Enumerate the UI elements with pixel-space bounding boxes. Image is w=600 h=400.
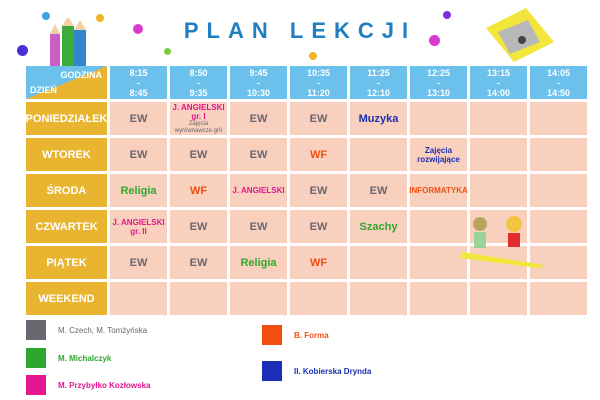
- hour-header: [530, 66, 587, 99]
- lesson-cell: [230, 102, 287, 135]
- hour-separator: -: [257, 77, 260, 88]
- lesson-cell: [530, 174, 587, 207]
- schedule-table: [26, 66, 590, 318]
- lesson-cell: [350, 102, 407, 135]
- lesson-name: WF: [309, 148, 328, 161]
- legend-swatch: [26, 348, 46, 368]
- hour-separator: -: [437, 77, 440, 88]
- lesson-cell: [110, 174, 167, 207]
- hour-start: 8:50: [189, 67, 208, 78]
- hour-separator: -: [377, 77, 380, 88]
- day-label: PIĄTEK: [26, 246, 107, 279]
- lesson-name: EW: [189, 220, 208, 233]
- legend-label: II. Kobierska Drynda: [294, 366, 372, 376]
- lesson-cell: [350, 246, 407, 279]
- table-row: [26, 102, 590, 135]
- hour-separator: -: [557, 77, 560, 88]
- page-title: PLAN LEKCJI: [183, 18, 417, 43]
- lesson-cell: [290, 282, 347, 315]
- decor-dot: [164, 48, 171, 55]
- lesson-name: J. ANGIELSKI: [172, 102, 225, 112]
- hour-start: 9:45: [249, 67, 268, 78]
- lesson-cell: [110, 102, 167, 135]
- lesson-name: EW: [189, 148, 208, 161]
- lesson-cell: [170, 246, 227, 279]
- legend-swatch: [262, 361, 282, 381]
- legend-item: [262, 325, 329, 345]
- lesson-cell: [350, 282, 407, 315]
- lesson-cell: [110, 246, 167, 279]
- lesson-cell: [170, 174, 227, 207]
- lesson-cell: [230, 174, 287, 207]
- legend-swatch: [26, 320, 46, 340]
- hour-end: 14:00: [486, 87, 511, 98]
- lesson-cell: [470, 102, 527, 135]
- lesson-cell: [410, 282, 467, 315]
- lesson-name: Religia: [240, 256, 277, 269]
- lesson-cell: [170, 138, 227, 171]
- lesson-name: J. ANGIELSKI: [112, 217, 165, 227]
- lesson-note: Zajęcia wyrównawcze grII: [174, 120, 223, 134]
- lesson-cell: [350, 210, 407, 243]
- lesson-name: INFORMATYKA: [409, 185, 468, 195]
- lesson-cell: [470, 138, 527, 171]
- hour-header: [410, 66, 467, 99]
- lesson-cell: [110, 210, 167, 243]
- lesson-cell: [350, 174, 407, 207]
- legend-label: M. Czech, M. Tomżyńska: [58, 325, 148, 335]
- lesson-name: EW: [129, 148, 148, 161]
- decor-dot: [17, 45, 28, 56]
- header-row: [26, 66, 590, 99]
- hour-header: [170, 66, 227, 99]
- hour-end: 14:50: [546, 87, 571, 98]
- hour-separator: -: [497, 77, 500, 88]
- lesson-cell: [230, 138, 287, 171]
- lesson-name: Szachy: [359, 220, 398, 233]
- lesson-cell: [170, 282, 227, 315]
- lesson-group: gr. II: [130, 226, 147, 236]
- lesson-name: J. ANGIELSKI: [232, 186, 285, 195]
- lesson-cell: [170, 210, 227, 243]
- lesson-name: EW: [249, 220, 268, 233]
- lesson-name: EW: [129, 256, 148, 269]
- lesson-cell: [470, 174, 527, 207]
- hour-end: 9:35: [189, 87, 208, 98]
- decor-dot: [309, 52, 317, 60]
- hour-end: 11:20: [307, 87, 330, 98]
- lesson-name: WF: [189, 184, 208, 197]
- day-label: WTOREK: [26, 138, 107, 171]
- hour-start: 8:15: [129, 67, 148, 78]
- corner-hour-label: GODZINA: [60, 70, 102, 80]
- hour-end: 8:45: [129, 87, 148, 98]
- lesson-name: EW: [309, 184, 328, 197]
- hour-start: 12:25: [426, 67, 451, 78]
- hour-header: [230, 66, 287, 99]
- table-row: [26, 138, 590, 171]
- lesson-cell: [530, 138, 587, 171]
- legend-item: [26, 375, 150, 395]
- lesson-cell: [410, 138, 467, 171]
- lesson-cell: [110, 282, 167, 315]
- legend-item: [26, 320, 147, 340]
- lesson-group: gr. I: [191, 111, 206, 121]
- lesson-cell: [230, 246, 287, 279]
- lesson-cell: [230, 210, 287, 243]
- lesson-cell: [410, 102, 467, 135]
- table-row: [26, 282, 590, 315]
- legend-label: M. Michalczyk: [58, 353, 112, 363]
- table-row: [26, 174, 590, 207]
- legend-item: [26, 348, 111, 368]
- lesson-name: EW: [129, 112, 148, 125]
- lesson-name: EW: [309, 220, 328, 233]
- lesson-cell: [290, 246, 347, 279]
- lesson-name: Religia: [120, 184, 157, 197]
- lesson-cell: [470, 282, 527, 315]
- lesson-cell: [290, 138, 347, 171]
- legend-label: M. Przybyłko Kozłowska: [58, 380, 151, 390]
- hour-header: [110, 66, 167, 99]
- legend-swatch: [262, 325, 282, 345]
- lesson-name: EW: [249, 112, 268, 125]
- hour-start: 10:35: [306, 67, 331, 78]
- hour-header: [470, 66, 527, 99]
- corner-header: [26, 66, 107, 99]
- hour-separator: -: [317, 77, 320, 88]
- lesson-cell: [350, 138, 407, 171]
- lesson-cell: [230, 282, 287, 315]
- day-label: CZWARTEK: [26, 210, 107, 243]
- lesson-name: Muzyka: [358, 112, 399, 125]
- lesson-cell: [290, 174, 347, 207]
- hour-start: 14:05: [546, 67, 571, 78]
- corner-day-label: DZIEŃ: [30, 85, 57, 95]
- lesson-name: EW: [249, 148, 268, 161]
- hour-end: 13:10: [426, 87, 451, 98]
- lesson-cell: [170, 102, 227, 135]
- lesson-group: rozwijające: [417, 154, 460, 164]
- lesson-name: WF: [309, 256, 328, 269]
- lesson-name: Zajęcia: [424, 145, 453, 155]
- hour-end: 10:30: [246, 87, 271, 98]
- lesson-cell: [290, 102, 347, 135]
- lesson-name: EW: [369, 184, 388, 197]
- lesson-name: EW: [189, 256, 208, 269]
- hour-header: [350, 66, 407, 99]
- hour-start: 13:15: [486, 67, 511, 78]
- day-label: PONIEDZIAŁEK: [26, 102, 107, 135]
- lesson-cell: [530, 282, 587, 315]
- legend-label: B. Forma: [294, 330, 329, 340]
- lesson-cell: [290, 210, 347, 243]
- day-label: WEEKEND: [26, 282, 107, 315]
- hour-end: 12:10: [366, 87, 391, 98]
- hour-header: [290, 66, 347, 99]
- legend-swatch: [26, 375, 46, 395]
- kids-on-pencil-icon: [458, 214, 550, 274]
- lesson-cell: [110, 138, 167, 171]
- legend-item: [262, 361, 371, 381]
- lesson-name: EW: [309, 112, 328, 125]
- lesson-cell: [530, 102, 587, 135]
- hour-separator: -: [137, 77, 140, 88]
- hour-separator: -: [197, 77, 200, 88]
- day-label: ŚRODA: [26, 174, 107, 207]
- hour-start: 11:25: [367, 67, 390, 78]
- lesson-cell: [410, 174, 467, 207]
